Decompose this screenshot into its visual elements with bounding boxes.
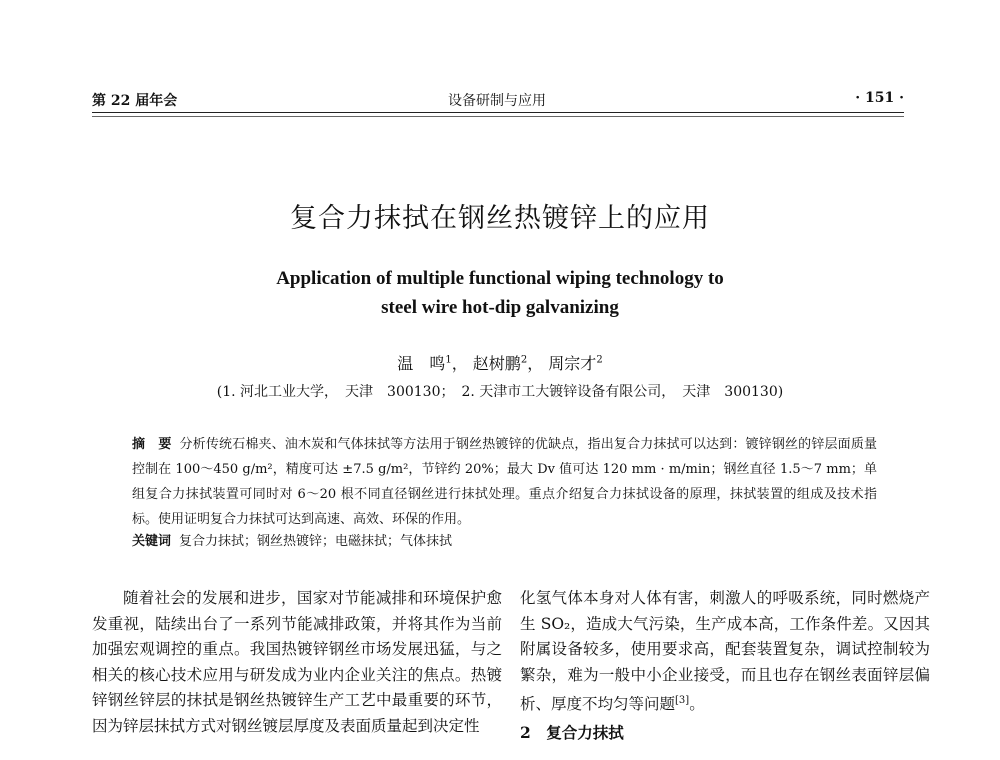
section-heading: 2 复合力抹拭 [520,722,624,742]
body-column-right [520,586,930,745]
author-3: 周宗才 [548,354,597,373]
paragraph-continuation [520,586,930,718]
author-2-affil: 2 [520,354,528,366]
title-chinese: 复合力抹拭在钢丝热镀锌上的应用 [290,203,710,234]
abstract [132,432,877,532]
header-rule-thin [92,116,904,117]
title-english [0,264,1000,322]
paragraph-continuation-text: 化氢气体本身对人体有害，刺激人的呼吸系统，同时燃烧产生 SO₂，造成大气污染，生产成本高，工作条件差。又因其附属设备较多，使用要求高，配套装置复杂，调试控制较为繁杂，难为一般中小企业接受，而且也存在钢丝表面锌层偏析、厚度不均匀等问题 [520,589,930,714]
citation-ref: [3] [675,695,690,706]
intro-paragraph: 随着社会的发展和进步，国家对节能减排和环境保护愈发重视，陆续出台了一系列节能减排政策，并将其作为当前加强宏观调控的重点。我国热镀锌钢丝市场发展迅猛，与之相关的核心技术应用与研发成为业内企业关注的焦点。热镀锌钢丝锌层的抹拭是钢丝热镀锌生产工艺中最重要的环节，因为锌层抹拭方式对钢丝镀层厚度及表面质量起到决定性 [92,589,502,735]
running-header-left: 第 22 届年会 [92,93,178,109]
author-list [0,351,1000,374]
abstract-label: 摘 要 [132,437,172,452]
title-english-line2: steel wire hot-dip galvanizing [381,297,619,318]
author-2: 赵树鹏 [472,354,521,373]
body-column-left [92,586,502,739]
author-3-affil: 2 [596,354,603,366]
header-rule [92,112,904,113]
keywords-text: 复合力抹拭；钢丝热镀锌；电磁抹拭；气体抹拭 [179,534,453,549]
author-1-affil: 1 [445,354,452,366]
affiliations: (1. 河北工业大学， 天津 300130； 2. 天津市工大镀锌设备有限公司， 天津 300130) [216,384,784,400]
author-separator: ， [451,354,468,373]
abstract-text: 分析传统石棉夹、油木炭和气体抹拭等方法用于钢丝热镀锌的优缺点，指出复合力抹拭可以达到：镀锌钢丝的锌层面质量控制在 100～450 g/m²，精度可达 ±7.5 g/m²，节锌约 20%；最大 Dv 值可达 120 mm · m/min；钢丝直径 1.5～7 mm；单组复合力抹拭装置可同时对 6～20 根不同直径钢丝进行抹拭处理。重点介绍复合力抹拭设备的原理，抹拭装置的组成及技术指标。使用证明复合力抹拭可达到高速、高效、环保的作用。 [132,437,877,527]
paragraph-end: 。 [689,695,705,714]
page-number: · 151 · [855,90,904,106]
author-1: 温 鸣 [397,354,446,373]
author-separator: ， [527,354,544,373]
running-header-center: 设备研制与应用 [448,93,546,109]
title-english-line1: Application of multiple functional wiping technology to [276,268,724,289]
keywords [132,530,877,549]
keywords-label: 关键词 [132,534,172,549]
